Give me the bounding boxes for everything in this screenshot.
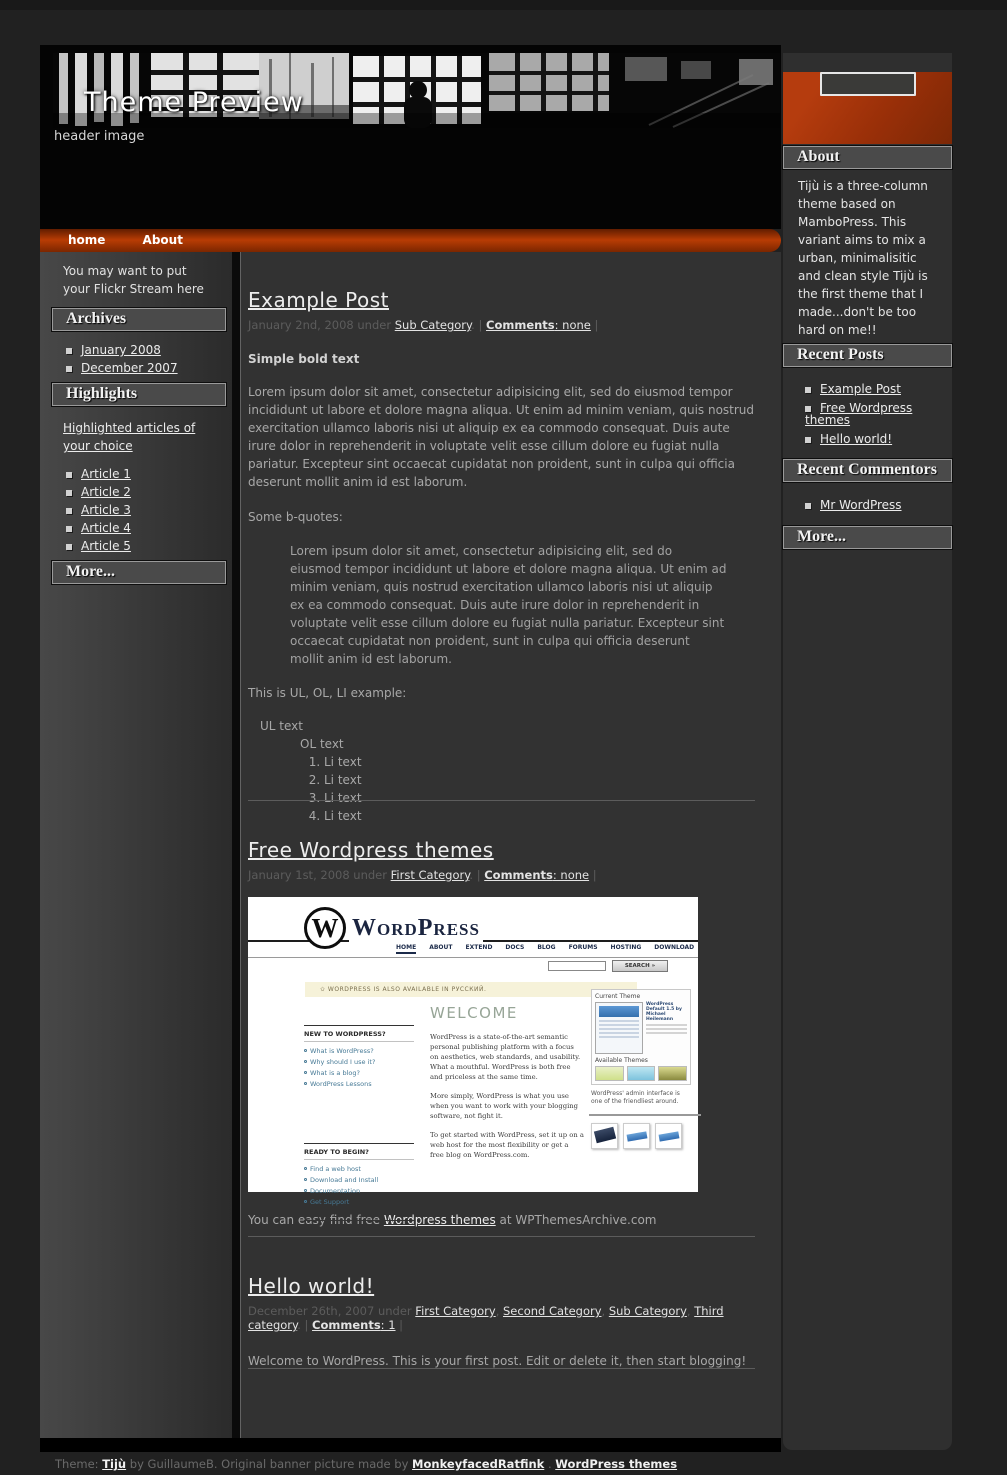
comments-count[interactable]: : none (552, 868, 590, 882)
wp-language-notice: ✩ WORDPRESS IS ALSO AVAILABLE IN РУССКИЙ. (305, 982, 637, 997)
recent-commentors-header: Recent Commentors (783, 459, 952, 482)
category-link[interactable]: First Category (415, 1304, 496, 1318)
site-title-link[interactable]: Theme Preview (84, 87, 304, 118)
wp-theme-card (591, 1123, 618, 1149)
category-link[interactable]: Third category (248, 1304, 724, 1332)
post-date: January 2nd, 2008 under (248, 318, 395, 332)
highlights-list (66, 468, 232, 552)
recent-posts-header: Recent Posts (783, 344, 952, 367)
ordered-list (324, 753, 755, 825)
main-content (241, 252, 781, 1438)
post-free-wordpress-themes (248, 838, 755, 1227)
quote-intro: Some b-quotes: (248, 510, 343, 524)
post-meta: January 2nd, 2008 under Sub Category. | Comments: none | (248, 318, 599, 332)
article-link[interactable]: Article 1 (81, 467, 131, 481)
list-item: 1. Li text (324, 753, 755, 771)
ul-text: UL text (260, 719, 303, 733)
list-item (66, 522, 232, 534)
bold-text-sample: Simple bold text (248, 352, 360, 366)
square-bullet-icon (66, 526, 72, 532)
category-link[interactable]: Sub Category (608, 1304, 687, 1318)
blockquote: Lorem ipsum dolor sit amet, consectetur adipisicing elit, sed do eiusmod tempor incididunt ut labore et dolore magna aliqua. Ut enim ad minim veniam, quis nostrud exercitation ullamco laboris nisi ut aliquip ex ea commodo consequat. Duis aute irure dolor in reprehenderit in voluptate velit esse cillum dolore eu fugiat nulla pariatur. Excepteur sint occaecat cupidatat non proident, sunt in culpa qui officia deserunt mollit anim id est laborum. (290, 544, 727, 666)
article-link[interactable]: Article 5 (81, 539, 131, 553)
square-bullet-icon (66, 508, 72, 514)
column-divider (232, 252, 241, 1438)
archives-list (66, 344, 232, 374)
comments-count[interactable]: : none (554, 318, 591, 332)
about-header: About (783, 146, 952, 169)
square-bullet-icon (66, 366, 72, 372)
article-link[interactable]: Article 4 (81, 521, 131, 535)
divider-rule (248, 1236, 755, 1237)
wp-admin-screenshot (595, 1002, 643, 1054)
wp-theme-thumb (627, 1066, 656, 1081)
square-bullet-icon (66, 472, 72, 478)
left-sidebar (40, 252, 232, 1438)
post-example-post (248, 288, 755, 825)
wp-welcome-heading: WELCOME (430, 1004, 518, 1022)
recent-post-link[interactable]: Hello world! (820, 432, 893, 446)
recent-commentors-list (805, 499, 952, 511)
comments-count[interactable]: : 1 (380, 1318, 396, 1332)
wordpress-themes-footer-link[interactable]: WordPress themes (555, 1457, 678, 1471)
more-header-right: More... (783, 526, 952, 549)
square-bullet-icon (805, 406, 811, 412)
archive-link[interactable]: January 2008 (81, 343, 161, 357)
list-item (805, 433, 952, 445)
bottom-black-bar (40, 1438, 781, 1452)
more-header-left: More... (52, 561, 226, 584)
wp-theme-card (623, 1123, 650, 1149)
square-bullet-icon (66, 544, 72, 550)
wp-theme-card (655, 1123, 682, 1149)
list-item: 3. Li text (324, 789, 755, 807)
wp-theme-thumb (595, 1066, 624, 1081)
post-meta: January 1st, 2008 under First Category. | Comments: none | (248, 868, 597, 882)
post-title-link[interactable]: Hello world! (248, 1274, 375, 1298)
comments-link[interactable]: Comments (484, 868, 553, 882)
archive-link[interactable]: December 2007 (81, 361, 178, 375)
article-link[interactable]: Article 2 (81, 485, 131, 499)
wp-search-input (548, 961, 606, 971)
banner-author-link[interactable]: MonkeyfacedRatfink (412, 1457, 545, 1471)
highlights-header: Highlights (52, 383, 226, 406)
wordpress-themes-link[interactable]: Wordpress themes (383, 1213, 496, 1227)
post-hello-world (248, 1274, 755, 1370)
wp-middle-column: WELCOME WordPress is a state-of-the-art semantic personal publishing platform with a focus on aesthetics, web standards, and usability. What a mouthful. WordPress is both free and priceless at the same time. More simply, WordPress is what you use when you want to work with your blogging software, not fight it. To get started with WordPress, set it up on a web host for the most flexibility or get a free blog on WordPress.com. (430, 1004, 584, 1159)
nav-item-about[interactable]: About (142, 233, 183, 247)
list-item: 2. Li text (324, 771, 755, 789)
highlights-intro-link[interactable]: Highlighted articles of your choice (63, 421, 196, 453)
list-item (66, 540, 232, 552)
main-navbar (40, 229, 781, 252)
post-paragraph: Welcome to WordPress. This is your first post. Edit or delete it, then start blogging! (248, 1354, 747, 1368)
list-item: 4. Li text (324, 807, 755, 825)
flickr-note: You may want to put your Flickr Stream here (63, 264, 204, 296)
square-bullet-icon (66, 348, 72, 354)
comments-link[interactable]: Comments (486, 318, 555, 332)
wordpress-homepage-image (248, 897, 698, 1206)
footer: Theme: Tijù by GuillaumeB. Original banner picture made by MonkeyfacedRatfink . WordPress themes (55, 1457, 678, 1471)
article-link[interactable]: Article 3 (81, 503, 131, 517)
list-item (805, 402, 952, 426)
list-item (66, 344, 232, 356)
right-sidebar (783, 53, 952, 1450)
post-body-line: You can easy find free Wordpress themes at WPThemesArchive.com (248, 1213, 657, 1227)
list-item (805, 383, 952, 395)
recent-posts-list (805, 383, 952, 445)
wp-search-button: SEARCH » (612, 960, 668, 972)
list-item (66, 362, 232, 374)
ol-text: OL text (300, 737, 344, 751)
post-date: December 26th, 2007 under (248, 1304, 416, 1318)
nav-item-home[interactable]: home (68, 233, 106, 247)
theme-name-link[interactable]: Tijù (102, 1457, 127, 1471)
recent-post-link[interactable]: Free Wordpress themes (805, 401, 913, 427)
search-panel (783, 72, 952, 144)
recent-post-link[interactable]: Example Post (820, 382, 901, 396)
list-item (66, 468, 232, 480)
post-date: January 1st, 2008 under (248, 868, 391, 882)
category-link[interactable]: Second Category (503, 1304, 602, 1318)
site-header (40, 45, 781, 229)
wp-nav-menu: HOME ABOUT EXTEND DOCS BLOG FORUMS HOSTING DOWNLOAD (396, 944, 694, 954)
comments-link[interactable]: Comments (312, 1318, 381, 1332)
wordpress-logo-icon: W WordPress (304, 907, 483, 949)
post-paragraph: Lorem ipsum dolor sit amet, consectetur adipisicing elit, sed do eiusmod tempor incididunt ut labore et dolore magna aliqua. Ut enim ad minim veniam, quis nostrud exercitation ullamco laboris nisi ut aliquip ex ea commodo consequat. Duis aute irure dolor in reprehenderit in voluptate velit esse cillum dolore eu fugiat nulla pariatur. Excepteur sint occaecat cupidatat non proident, sunt in culpa qui officia deserunt mollit anim id est laborum. (248, 385, 755, 489)
wordpress-logo-text: WordPress (349, 915, 483, 942)
post-meta: December 26th, 2007 under First Category, Second Category, Sub Category, Third category. | Comments: 1 | (248, 1304, 724, 1332)
commentor-link[interactable]: Mr WordPress (820, 498, 902, 512)
square-bullet-icon (66, 490, 72, 496)
category-link[interactable]: First Category (390, 868, 470, 882)
divider-rule (248, 1368, 755, 1369)
list-item (66, 486, 232, 498)
wp-theme-thumb (658, 1066, 687, 1081)
category-link[interactable]: Sub Category (394, 318, 472, 332)
post-title-link[interactable]: Free Wordpress themes (248, 838, 494, 862)
list-intro: This is UL, OL, LI example: (248, 686, 407, 700)
search-input[interactable] (820, 72, 916, 96)
divider-rule (248, 800, 755, 801)
top-strip (0, 0, 1007, 10)
header-image-caption: header image (54, 129, 145, 144)
post-title-link[interactable]: Example Post (248, 288, 389, 312)
wp-left-column: NEW TO WORDPRESS? What is WordPress? Why should I use it? What is a blog? WordPress Lessons READY TO BEGIN? Find a web host Download and Install Documentation Get Support (304, 1025, 414, 1221)
list-item (66, 504, 232, 516)
square-bullet-icon (805, 503, 811, 509)
archives-header: Archives (52, 308, 226, 331)
wp-right-column: Current Theme WordPress Default 1.5 by Michael Heilemann Available Themes WordPress' admin interface is one of the friendliest around. (591, 989, 691, 1149)
about-text: Tijù is a three-column theme based on MamboPress. This variant aims to mix a urban, minimalisitic and clean style Tijù is the first theme that I made...don't be too hard on me!! (798, 179, 928, 337)
square-bullet-icon (805, 387, 811, 393)
list-item (805, 499, 952, 511)
square-bullet-icon (805, 437, 811, 443)
